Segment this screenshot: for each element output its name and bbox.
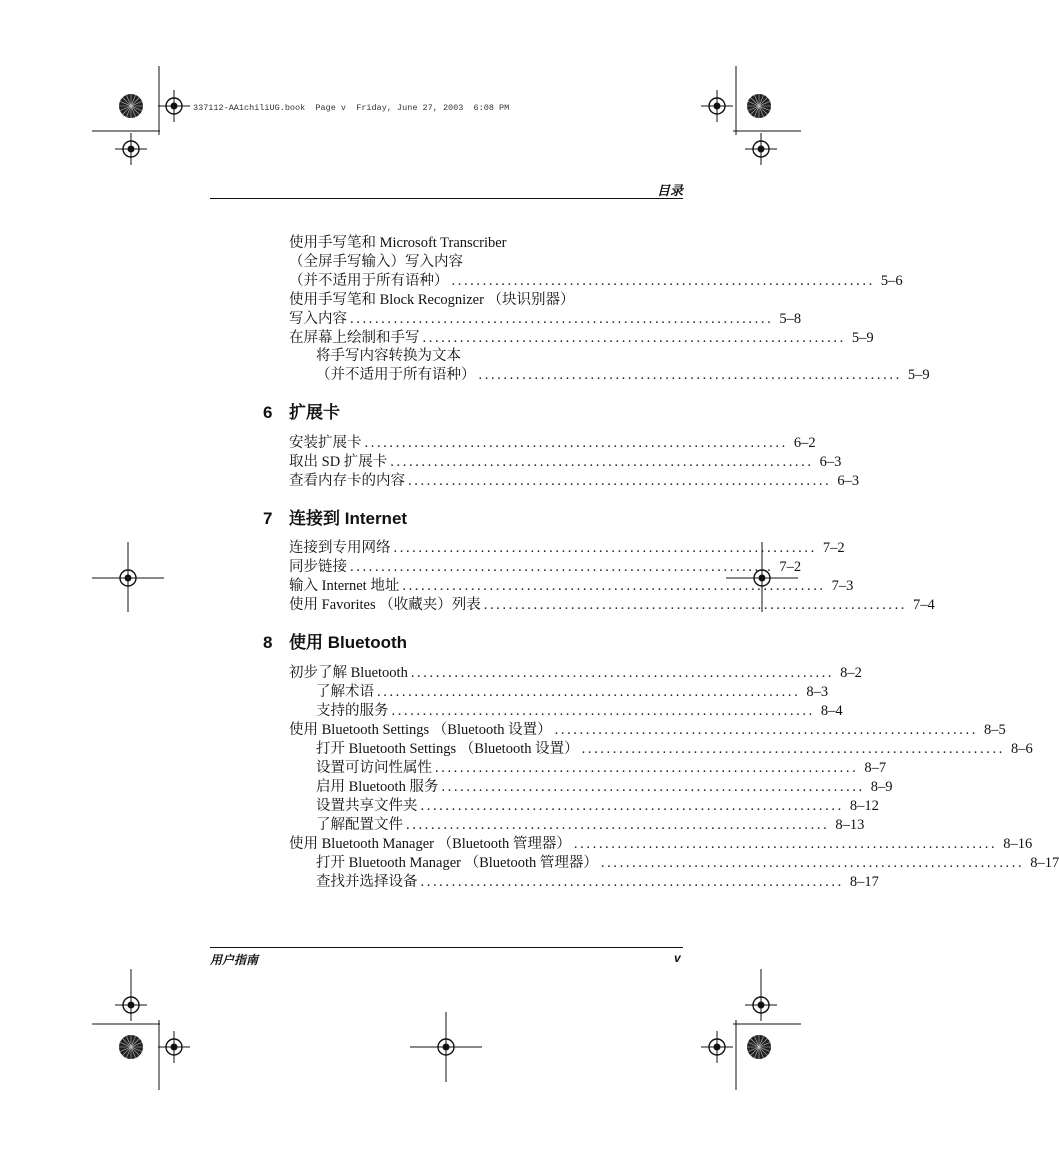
footer-page-number: v [674,951,681,965]
toc-entry[interactable]: 初步了解 Bluetooth .................................................................... 8–2 [289,665,862,681]
toc-entry[interactable]: 查看内存卡的内容 .................................................................... 6–3 [289,473,860,489]
print-slug: 337112-AA1chiliUG.book Page v Friday, June 27, 2003 6:08 PM [193,103,510,113]
chapter-heading[interactable] [263,631,407,655]
page-number: 5–8 [779,311,802,327]
page-number: 8–7 [864,760,887,776]
leader-dots: .................................................................... [410,665,835,681]
toc-entry[interactable]: 同步链接 .................................................................... 7–2 [289,559,802,575]
page-number: 5–9 [851,330,874,346]
toc-entry[interactable]: 设置可访问性属性 .................................................................... 8–7 [316,760,887,776]
chapter-title: 扩展卡 [289,403,340,422]
page-number: 8–6 [1010,741,1033,757]
leader-dots: .................................................................... [364,435,788,451]
leader-dots: .................................................................... [435,760,859,776]
chapter-number: 8 [263,633,273,652]
leader-dots: .................................................................... [554,722,978,738]
leader-dots: .................................................................... [350,311,774,327]
toc-entry[interactable]: 安装扩展卡 .................................................................... 6–2 [289,435,816,451]
page-number: 7–3 [831,578,854,594]
toc-entry[interactable]: 写入内容 .................................................................... 5–8 [289,311,802,327]
page-number: 8–17 [1030,855,1059,871]
leader-dots: .................................................................... [573,836,998,852]
toc-entry[interactable]: 在屏幕上绘制和手写 .................................................................... 5–9 [289,330,874,346]
toc-entry[interactable]: （全屏手写输入）写入内容 [289,254,463,270]
toc-entry[interactable]: 查找并选择设备 .................................................................... 8–17 [316,874,879,890]
toc-entry[interactable]: 使用手写笔和 Block Recognizer （块识别器） [289,292,575,308]
page-number: 6–3 [819,454,842,470]
toc-entry[interactable]: 打开 Bluetooth Settings （Bluetooth 设置） .................................................................... 8–6 [316,741,1033,757]
leader-dots: .................................................................... [600,855,1025,871]
toc-entry[interactable]: 使用 Favorites （收藏夹）列表 .................................................................... 7–4 [289,597,935,613]
page-number: 7–4 [913,597,935,613]
leader-dots: .................................................................... [420,798,844,814]
chapter-title: 连接到 Internet [289,509,408,528]
footer-rule [210,947,683,948]
toc-entry[interactable]: 了解术语 .................................................................... 8–3 [316,684,829,700]
leader-dots: .................................................................... [451,273,875,289]
page-number: 6–2 [793,435,816,451]
leader-dots: .................................................................... [422,330,846,346]
leader-dots: .................................................................... [478,367,902,383]
page-number: 7–2 [779,559,802,575]
toc-entry[interactable]: 设置共享文件夹 .................................................................... 8–12 [316,798,879,814]
toc-entry[interactable]: 使用手写笔和 Microsoft Transcriber [289,235,507,251]
leader-dots: .................................................................... [406,817,830,833]
leader-dots: .................................................................... [393,540,817,556]
page-number: 6–3 [837,473,860,489]
toc-entry[interactable]: （并不适用于所有语种） .................................................................... 5–6 [289,273,903,289]
page-number: 5–6 [880,273,903,289]
toc-entry[interactable]: 了解配置文件 .................................................................... 8–13 [316,817,865,833]
toc-entry[interactable]: 输入 Internet 地址 .................................................................... 7–3 [289,578,854,594]
leader-dots: .................................................................... [483,597,908,613]
page-number: 8–17 [849,874,879,890]
toc-entry[interactable]: 将手写内容转换为文本 [316,348,461,364]
page-number: 5–9 [907,367,930,383]
leader-dots: .................................................................... [420,874,844,890]
header-rule [210,198,683,199]
leader-dots: .................................................................... [391,703,815,719]
page-number: 8–4 [820,703,843,719]
header-title: 目录 [656,183,683,198]
footer-title: 用户指南 [210,953,259,967]
chapter-heading[interactable] [263,401,340,425]
leader-dots: .................................................................... [390,454,814,470]
toc-entry[interactable]: 打开 Bluetooth Manager （Bluetooth 管理器） .................................................................... 8–17 [316,855,1059,871]
page-number: 8–5 [983,722,1006,738]
leader-dots: .................................................................... [581,741,1005,757]
chapter-number: 6 [263,403,273,422]
page-number: 8–12 [849,798,879,814]
chapter-heading[interactable] [263,507,407,531]
chapter-title: 使用 Bluetooth [289,633,408,652]
toc-entry[interactable]: （并不适用于所有语种） .................................................................... 5–9 [316,367,930,383]
toc-entry[interactable]: 连接到专用网络 .................................................................... 7–2 [289,540,845,556]
leader-dots: .................................................................... [350,559,774,575]
leader-dots: .................................................................... [441,779,865,795]
page-number: 8–3 [806,684,829,700]
toc-entry[interactable]: 启用 Bluetooth 服务 .................................................................... 8–9 [316,779,893,795]
chapter-number: 7 [263,509,273,528]
leader-dots: .................................................................... [402,578,826,594]
page-number: 8–2 [840,665,862,681]
toc-entry[interactable]: 取出 SD 扩展卡 .................................................................... 6–3 [289,454,842,470]
leader-dots: .................................................................... [408,473,832,489]
page-number: 8–9 [870,779,893,795]
page-number: 8–16 [1003,836,1033,852]
page-number: 8–13 [835,817,865,833]
toc-entry[interactable]: 使用 Bluetooth Manager （Bluetooth 管理器） .................................................................... 8–16 [289,836,1033,852]
page-number: 7–2 [822,540,845,556]
leader-dots: .................................................................... [377,684,801,700]
toc-entry[interactable]: 使用 Bluetooth Settings （Bluetooth 设置） .................................................................... 8–5 [289,722,1006,738]
toc-entry[interactable]: 支持的服务 .................................................................... 8–4 [316,703,843,719]
